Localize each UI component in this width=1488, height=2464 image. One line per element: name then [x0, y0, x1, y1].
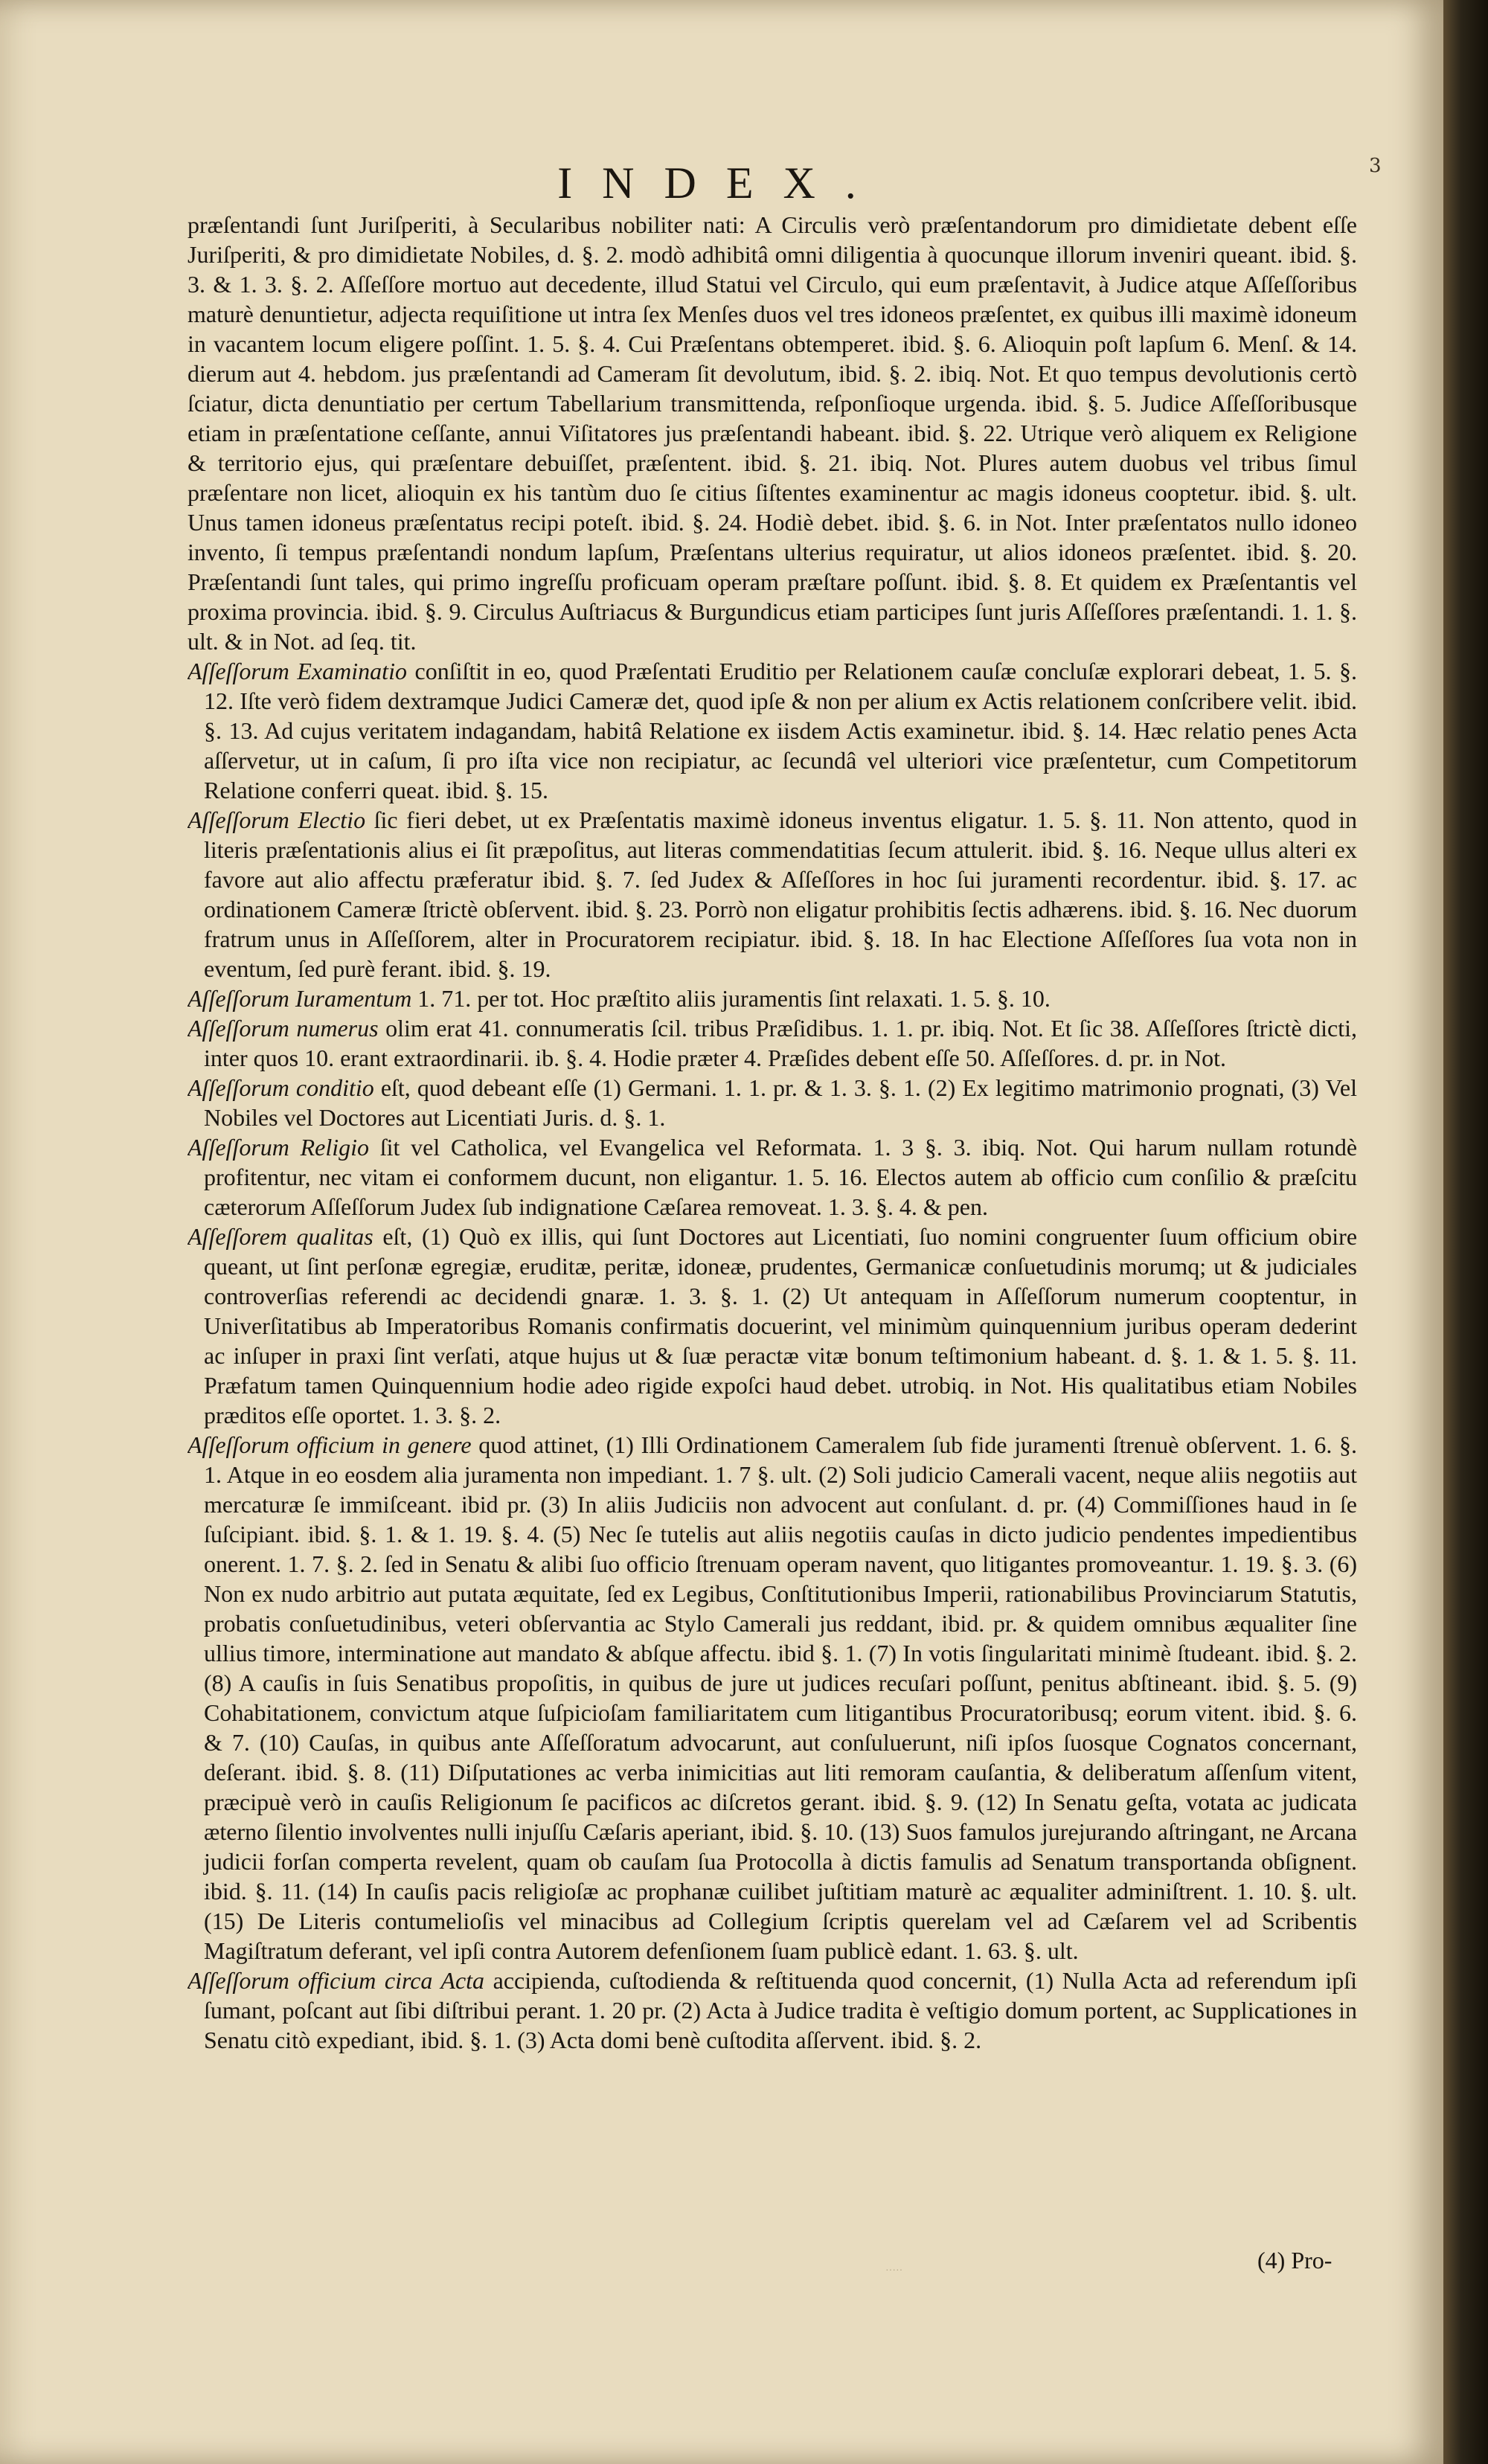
entry-lemma: Aſſeſſorum Electio: [187, 806, 366, 833]
page-title: INDEX.: [557, 158, 886, 208]
entry-lemma: Aſſeſſorum officium in genere: [187, 1431, 472, 1458]
entry-lemma: Aſſeſſorum Examinatio: [187, 658, 407, 684]
index-entry: [187, 1013, 1357, 1073]
entry-text: eſt, (1) Quò ex illis, qui ſunt Doctores aut Licentiati, ſuo nomini congruenter ſuum officium obire queant, ut ſint perſonæ egregiæ, eruditæ, peritæ, idoneæ, prudentes, Germanicæ conſuetudinis morumq; ut & judiciales controverſias referendi ac decidendi gnaræ. 1. 3. §. 1. (2) Ut antequam in Aſſeſſorum numerum cooptentur, in Univerſitatibus ab Imperatoribus Romanis confirmatis docuerint, vel minimùm quinquennium juribus operam dederint ac inſuper in praxi ſint verſati, atque hujus ut & ſuæ peractæ vitæ bonum teſtimonium habeant. d. §. 1. & 1. 5. §. 11. Præfatum tamen Quinquennium hodie adeo rigide expoſci haud debet. utrobiq. in Not. His qualitatibus etiam Nobiles præditos eſſe oportet. 1. 3. §. 2.: [204, 1223, 1357, 1428]
entry-text: ſit vel Catholica, vel Evangelica vel Reformata. 1. 3 §. 3. ibiq. Not. Qui harum nullam rotundè profitentur, nec vitam ei conformem ducunt, non eligantur. 1. 5. 16. Electos autem ab officio cum conſilio & præſcitu cæterorum Aſſeſſorum Judex ſub indignatione Cæſarea removeat. 1. 3. §. 4. & pen.: [204, 1134, 1357, 1220]
entry-lemma: Aſſeſſorum Iuramentum: [187, 985, 412, 1012]
book-edge: [1443, 0, 1488, 2464]
entry-text: conſiſtit in eo, quod Præſentati Eruditio per Relationem cauſæ concluſæ explorari debeat, 1. 5. §. 12. Iſte verò fidem dextramque Judici Cameræ det, quod ipſe & non per alium ex Actis relationem conſcribere velit. ibid. §. 13. Ad cujus veritatem indagandam, habitâ Relatione ex iisdem Actis examinetur. ibid. §. 14. Hæc relatio penes Acta aſſervetur, ut in caſum, ſi pro iſta vice non recipiatur, ac ſecundâ vel ulteriori vice præſentetur, cum Competitorum Relatione conferri queat. ibid. §. 15.: [204, 658, 1357, 803]
catchword: (4) Pro-: [1257, 2247, 1333, 2274]
index-entry: [187, 1966, 1357, 2055]
entry-text: 1. 71. per tot. Hoc præſtito aliis juramentis ſint relaxati. 1. 5. §. 10.: [417, 985, 1051, 1012]
index-entry: [187, 210, 1357, 656]
index-entry: [187, 984, 1357, 1013]
entry-text: quod attinet, (1) Illi Ordinationem Cameralem ſub fide juramenti ſtrenuè obſervent. 1. 6. §. 1. Atque in eo eosdem alia juramenta non impediant. 1. 7 §. ult. (2) Soli judicio Camerali vacent, neque aliis negotiis aut mercaturæ ſe immiſceant. ibid pr. (3) In aliis Judiciis non advocent aut conſulant. d. pr. (4) Commiſſiones haud in ſe ſuſcipiant. ibid. §. 1. & 1. 19. §. 4. (5) Nec ſe tutelis aut aliis negotiis cauſas in dicto judicio pendentes impedientibus onerent. 1. 7. §. 2. ſed in Senatu & alibi ſuo officio ſtrenuam operam navent, quo litigantes promoveantur. 1. 19. §. 3. (6) Non ex nudo arbitrio aut putata æquitate, ſed ex Legibus, Conſtitutionibus Imperii, rationabilibus Provinciarum Statutis, probatis conſuetudinibus, veteri obſervantia ac Stylo Camerali jus reddant, ibid. pr. & quidem omnibus æqualiter ſine ullius timore, interminatione aut mandato & abſque affectu. ibid §. 1. (7) In votis ſingularitati minimè ſtudeant. ibid. §. 2. (8) A cauſis in ſuis Senatibus propoſitis, in quibus de jure ut judices recuſari poſſunt, penitus abſtineant. ibid. §. 5. (9) Cohabitationem, convictum atque ſuſpicioſam familiaritatem cum litigantibus Procuratoribusq; eorum vitent. ibid. §. 6. & 7. (10) Cauſas, in quibus ante Aſſeſſoratum advocarunt, aut conſuluerunt, niſi ipſos ſuosque Cognatos concernant, deſerant. ibid. §. 8. (11) Diſputationes ac verba inimicitias aut liti remoram cauſantia, & deliberatum aſſenſum vitent, præcipuè verò in cauſis Religionum ſe pacificos ac diſcretos gerant. ibid. §. 9. (12) In Senatu geſta, votata ac judicata æterno ſilentio involventes nulli injuſſu Cæſaris aperiant, ibid. §. 10. (13) Suos famulos jurejurando aſtringant, ne Arcana judicii forſan comperta revelent, quam ob cauſam ſua Protocolla à dictis famulis ad Senatum transportanda obſignent. ibid. §. 11. (14) In cauſis pacis religioſæ ac prophanæ cuilibet juſtitiam maturè ac æqualiter adminiſtrent. 1. 10. §. ult. (15) De Literis contumelioſis vel minacibus ad Collegium ſcriptis querelam vel ad Cæſarem vel ad Scribentis Magiſtratum deferant, vel ipſi contra Autorem defenſionem ſuam publicè edant. 1. 63. §. ult.: [204, 1431, 1357, 1964]
index-entry: [187, 805, 1357, 984]
index-entry: [187, 1222, 1357, 1430]
entry-text: ſic fieri debet, ut ex Præſentatis maximè idoneus inventus eligatur. 1. 5. §. 11. Non attento, quod in literis præſentationis alius ei ſit præpoſitus, aut literas commendatitias ſecum attulerit. ibid. §. 16. Neque ullus alteri ex favore aut alio affectu præferatur ibid. §. 7. ſed Judex & Aſſeſſores in hoc ſui juramenti recordentur. ibid. §. 17. ac ordinationem Cameræ ſtrictè obſervent. ibid. §. 23. Porrò non eligatur prohibitis ſectis adhærens. ibid. §. 16. Nec duorum fratrum unus in Aſſeſſorem, alter in Procuratorem recipiatur. ibid. §. 18. In hac Electione Aſſeſſores ſua vota non in eventum, ſed purè ferant. ibid. §. 19.: [204, 806, 1357, 982]
index-body: [187, 210, 1357, 2278]
index-entry: [187, 1073, 1357, 1132]
entry-text: præſentandi ſunt Juriſperiti, à Secularibus nobiliter nati: A Circulis verò præſentandorum pro dimidietate debent eſſe Juriſperiti, & pro dimidietate Nobiles, d. §. 2. modò adhibitâ omni diligentia à quocunque illorum inveniri queant. ibid. §. 3. & 1. 3. §. 2. Aſſeſſore mortuo aut decedente, illud Statui vel Circulo, qui eum præſentavit, à Judice atque Aſſeſſoribus maturè denuntietur, adjecta requiſitione ut intra ſex Menſes duos vel tres idoneos præſentet, ex quibus illi maximè idoneum in vacantem locum eligere poſſint. 1. 5. §. 4. Cui Præſentans obtemperet. ibid. §. 6. Alioquin poſt lapſum 6. Menſ. & 14. dierum aut 4. hebdom. jus præſentandi ad Cameram ſit devolutum, ibid. §. 2. ibiq. Not. Et quo tempus devolutionis certò ſciatur, dicta denuntiatio per certum Tabellarium transmittenda, reſponſioque urgenda. ibid. §. 5. Judice Aſſeſſoribusque etiam in præſentatione ceſſante, annui Viſitatores jus præſentandi habeant. ibid. §. 22. Utrique verò aliquem ex Religione & territorio ejus, qui præſentare debuiſſet, præſentent. ibid. §. 21. ibiq. Not. Plures autem duobus vel tribus ſimul præſentare non licet, alioquin ex his tantùm duo ſe citius ſiſtentes examinentur ac magis idoneus cooptetur. ibid. §. ult. Unus tamen idoneus præſentatus recipi poteſt. ibid. §. 24. Hodiè debet. ibid. §. 6. in Not. Inter præſentatos nullo idoneo invento, ſi tempus præſentandi nondum lapſum, Præſentans ulterius requiratur, ut alios idoneos præſentet. ibid. §. 20. Præſentandi ſunt tales, qui primo ingreſſu proficuam operam præſtare poſſunt. ibid. §. 8. Et quidem ex Præſentantis vel proxima provincia. ibid. §. 9. Circulus Auſtriacus & Burgundicus etiam participes ſunt juris Aſſeſſores præſentandi. 1. 1. §. ult. & in Not. ad ſeq. tit.: [187, 211, 1357, 655]
page-number: 3: [1369, 155, 1382, 177]
entry-lemma: Aſſeſſorum numerus: [187, 1015, 379, 1042]
index-entry: [187, 1430, 1357, 1966]
entry-lemma: Aſſeſſorum conditio: [187, 1074, 374, 1101]
entry-text: eſt, quod debeant eſſe (1) Germani. 1. 1. pr. & 1. 3. §. 1. (2) Ex legitimo matrimonio prognati, (3) Vel Nobiles vel Doctores aut Licentiati Juris. d. §. 1.: [204, 1074, 1357, 1131]
index-entry: [187, 656, 1357, 805]
entry-text: olim erat 41. connumeratis ſcil. tribus Præſidibus. 1. 1. pr. ibiq. Not. Et ſic 38. Aſſeſſores ſtrictè dicti, inter quos 10. erant extraordinarii. ib. §. 4. Hodie præter 4. Præſides debent eſſe 50. Aſſeſſores. d. pr. in Not.: [204, 1015, 1357, 1071]
entry-lemma: Aſſeſſorum officium circa Acta: [187, 1967, 485, 1994]
entry-lemma: Aſſeſſorum Religio: [187, 1134, 370, 1161]
index-entry: [187, 1132, 1357, 1222]
entry-lemma: Aſſeſſorem qualitas: [187, 1223, 373, 1250]
entry-text: accipienda, cuſtodienda & reſtituenda quod concernit, (1) Nulla Acta ad referendum ipſi ſumant, poſcant aut ſibi diſtribui perant. 1. 20 pr. (2) Acta à Judice tradita è veſtigio domum portent, ac Supplicationes in Senatu citò expediant, ibid. §. 1. (3) Acta domi benè cuſtodita aſſervent. ibid. §. 2.: [204, 1967, 1357, 2053]
ink-smudge: ·····: [885, 2265, 903, 2277]
